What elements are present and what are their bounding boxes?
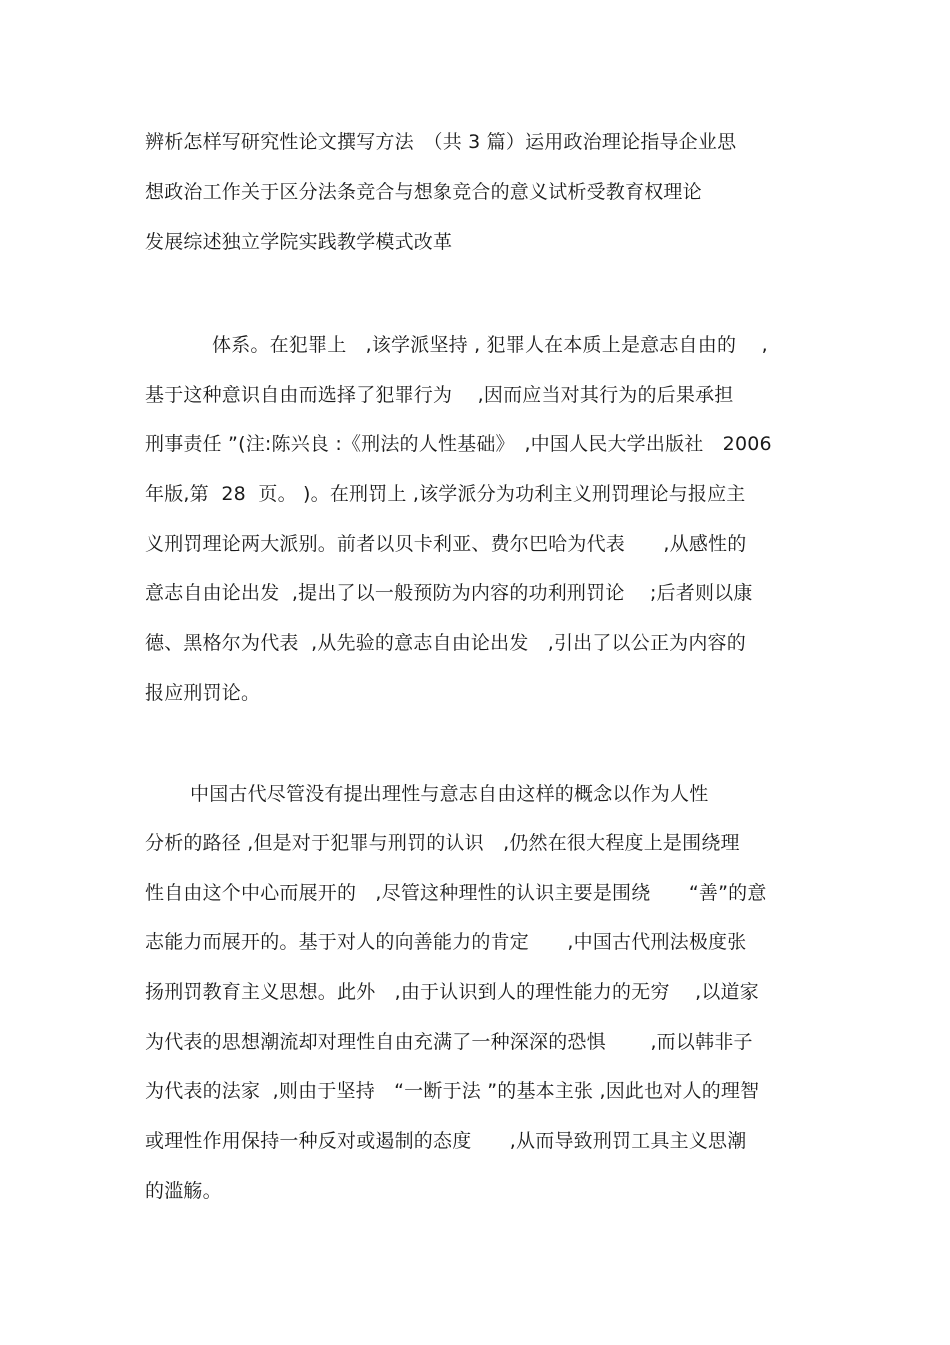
paragraph-line: 的滥觞。 xyxy=(145,1180,222,1202)
paragraph-line: 义刑罚理论两大派别。前者以贝卡利亚、费尔巴哈为代表 ,从感性的 xyxy=(145,533,747,555)
paragraph-line: 或理性作用保持一种反对或遏制的态度 ,从而导致刑罚工具主义思潮 xyxy=(145,1130,747,1152)
paragraph-line: 刑事责任 ”(注:陈兴良 :《刑法的人性基础》 ,中国人民大学出版社 2006 xyxy=(145,433,772,455)
paragraph-line: 扬刑罚教育主义思想。此外 ,由于认识到人的理性能力的无穷 ,以道家 xyxy=(145,981,759,1003)
paragraph-line: 报应刑罚论。 xyxy=(145,682,261,704)
paragraph-line: 志能力而展开的。基于对人的向善能力的肯定 ,中国古代刑法极度张 xyxy=(145,931,747,953)
paragraph-line: 分析的路径 ,但是对于犯罪与刑罚的认识 ,仍然在很大程度上是围绕理 xyxy=(145,832,740,854)
header-line: 发展综述独立学院实践教学模式改革 xyxy=(145,231,453,253)
paragraph-line: 性自由这个中心而展开的 ,尽管这种理性的认识主要是围绕 “善”的意 xyxy=(145,882,767,904)
paragraph-line: 中国古代尽管没有提出理性与意志自由这样的概念以作为人性 xyxy=(190,783,709,805)
header-line: 想政治工作关于区分法条竞合与想象竞合的意义试析受教育权理论 xyxy=(145,181,702,203)
paragraph-line: 为代表的思想潮流却对理性自由充满了一种深深的恐惧 ,而以韩非子 xyxy=(145,1031,753,1053)
paragraph-line: 体系。在犯罪上 ,该学派坚持 , 犯罪人在本质上是意志自由的 , xyxy=(212,334,768,356)
paragraph-line: 意志自由论出发 ,提出了以一般预防为内容的功利刑罚论 ;后者则以康 xyxy=(145,582,753,604)
paragraph-line: 为代表的法家 ,则由于坚持 “一断于法 ”的基本主张 ,因此也对人的理智 xyxy=(145,1080,760,1102)
paragraph-line: 基于这种意识自由而选择了犯罪行为 ,因而应当对其行为的后果承担 xyxy=(145,384,734,406)
header-line: 辨析怎样写研究性论文撰写方法 （共 3 篇）运用政治理论指导企业思 xyxy=(145,131,737,153)
paragraph-line: 德、黑格尔为代表 ,从先验的意志自由论出发 ,引出了以公正为内容的 xyxy=(145,632,746,654)
paragraph-line: 年版,第 28 页。 )。在刑罚上 ,该学派分为功利主义刑罚理论与报应主 xyxy=(145,483,746,505)
